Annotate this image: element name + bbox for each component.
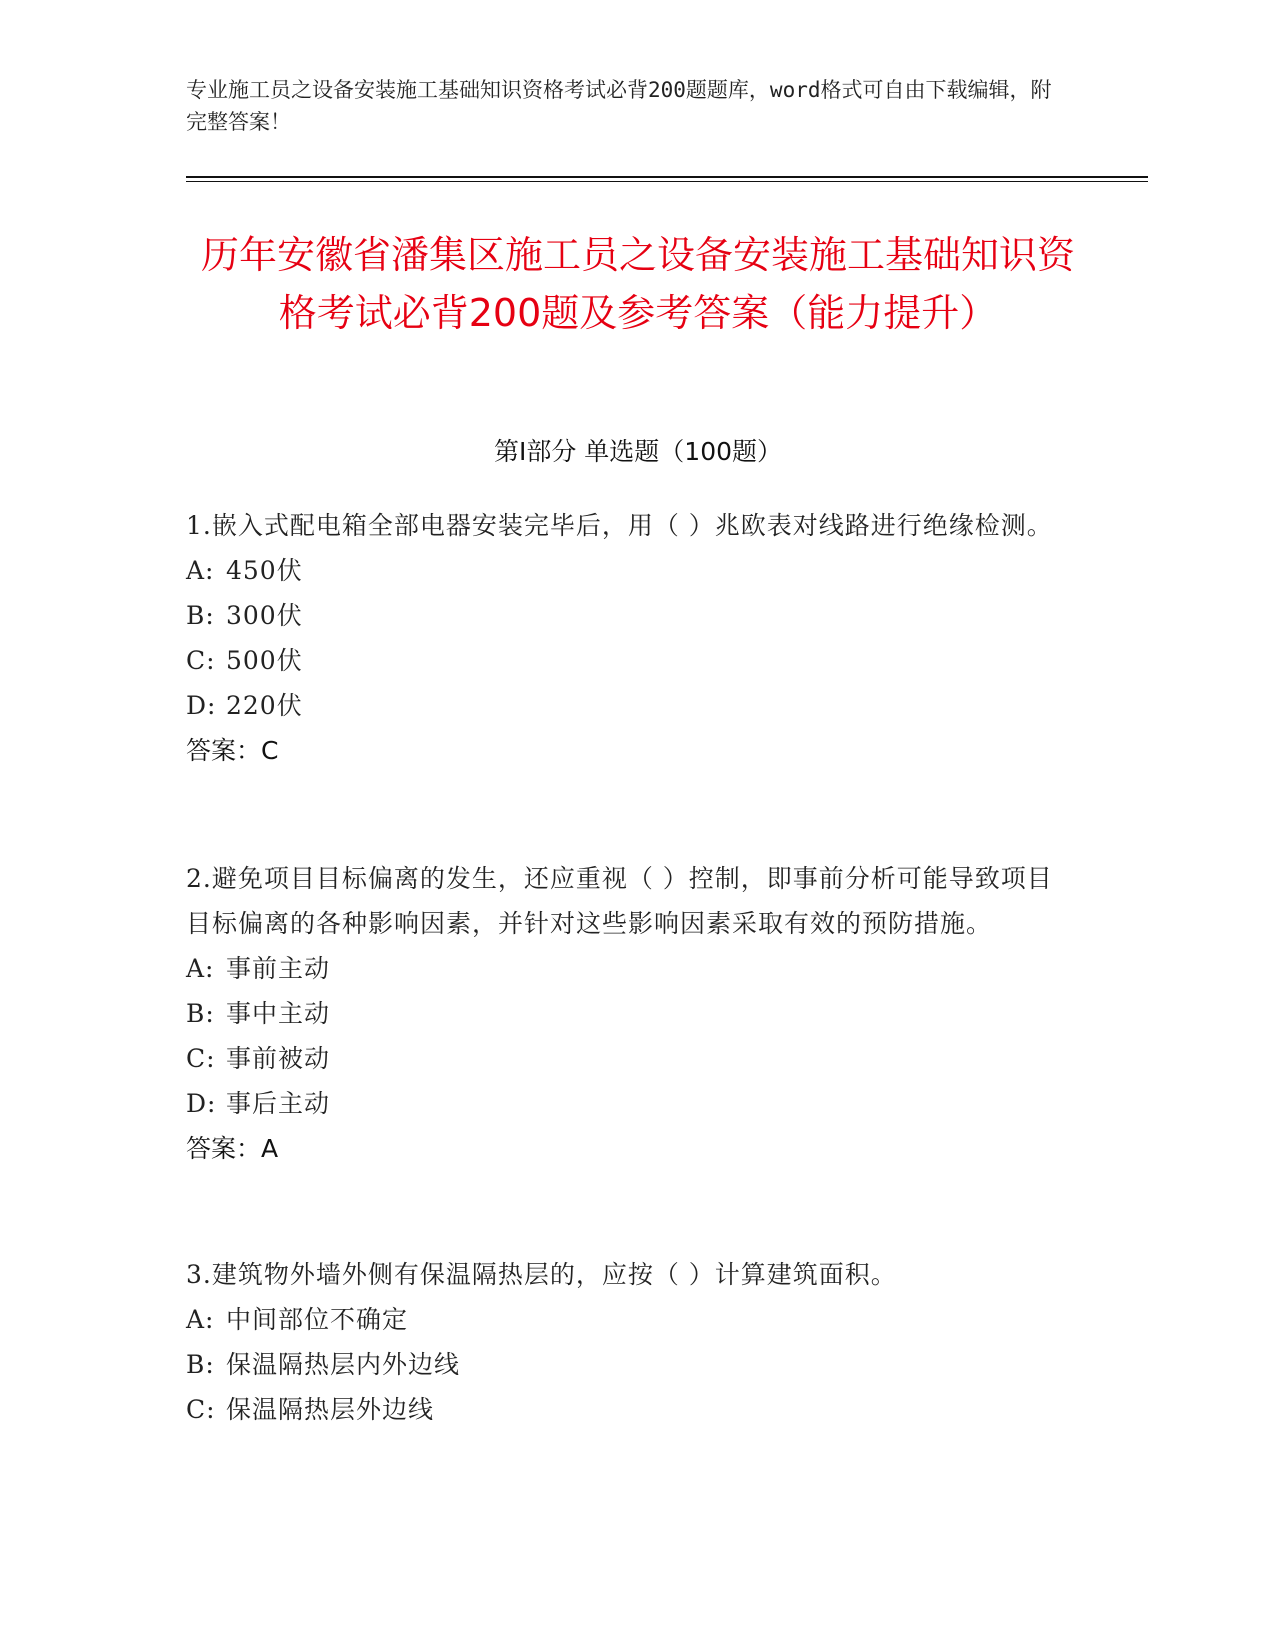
option-a bbox=[186, 1297, 1066, 1342]
option-letter: A: bbox=[186, 1305, 215, 1334]
option-d bbox=[186, 1081, 1066, 1126]
option-c bbox=[186, 638, 1066, 683]
option-letter: B: bbox=[186, 1350, 215, 1379]
option-a bbox=[186, 548, 1066, 593]
option-b bbox=[186, 991, 1066, 1036]
question-stem: 1.嵌入式配电箱全部电器安装完毕后，用（ ）兆欧表对线路进行绝缘检测。 bbox=[186, 511, 1053, 540]
question-stem: 3.建筑物外墙外侧有保温隔热层的，应按（ ）计算建筑面积。 bbox=[186, 1260, 897, 1289]
question-1 bbox=[186, 503, 1066, 773]
option-letter: D: bbox=[186, 1089, 217, 1118]
document-title: 历年安徽省潘集区施工员之设备安装施工基础知识资格考试必背200题及参考答案（能力提升） bbox=[200, 233, 1075, 335]
option-text: 300伏 bbox=[226, 601, 303, 630]
answer: 答案：A bbox=[186, 1134, 279, 1163]
option-letter: B: bbox=[186, 999, 215, 1028]
option-letter: A: bbox=[186, 556, 215, 585]
option-a bbox=[186, 946, 1066, 991]
question-3 bbox=[186, 1252, 1066, 1432]
header-note: 专业施工员之设备安装施工基础知识资格考试必背200题题库，word格式可自由下载编辑，附完整答案！ bbox=[186, 78, 1052, 134]
header-rule-thin bbox=[186, 181, 1148, 182]
option-text: 500伏 bbox=[226, 646, 303, 675]
question-2 bbox=[186, 856, 1066, 1171]
option-letter: C: bbox=[186, 646, 216, 675]
option-letter: A: bbox=[186, 954, 215, 983]
option-text: 保温隔热层外边线 bbox=[226, 1395, 435, 1424]
answer: 答案：C bbox=[186, 736, 279, 765]
option-text: 事前被动 bbox=[226, 1044, 331, 1073]
option-text: 中间部位不确定 bbox=[226, 1305, 409, 1334]
option-text: 事前主动 bbox=[226, 954, 331, 983]
question-stem: 2.避免项目目标偏离的发生，还应重视（ ）控制，即事前分析可能导致项目目标偏离的各种影响因素，并针对这些影响因素采取有效的预防措施。 bbox=[186, 864, 1053, 938]
option-b bbox=[186, 1342, 1066, 1387]
option-text: 保温隔热层内外边线 bbox=[226, 1350, 461, 1379]
option-c bbox=[186, 1036, 1066, 1081]
option-text: 220伏 bbox=[226, 691, 303, 720]
option-letter: D: bbox=[186, 691, 217, 720]
option-d bbox=[186, 683, 1066, 728]
option-letter: B: bbox=[186, 601, 215, 630]
option-b bbox=[186, 593, 1066, 638]
option-text: 事中主动 bbox=[226, 999, 331, 1028]
header-rule-thick bbox=[186, 176, 1148, 178]
option-c bbox=[186, 1387, 1066, 1432]
option-text: 450伏 bbox=[226, 556, 303, 585]
option-letter: C: bbox=[186, 1044, 216, 1073]
option-letter: C: bbox=[186, 1395, 216, 1424]
section-heading: 第I部分 单选题（100题） bbox=[493, 437, 783, 466]
option-text: 事后主动 bbox=[226, 1089, 331, 1118]
